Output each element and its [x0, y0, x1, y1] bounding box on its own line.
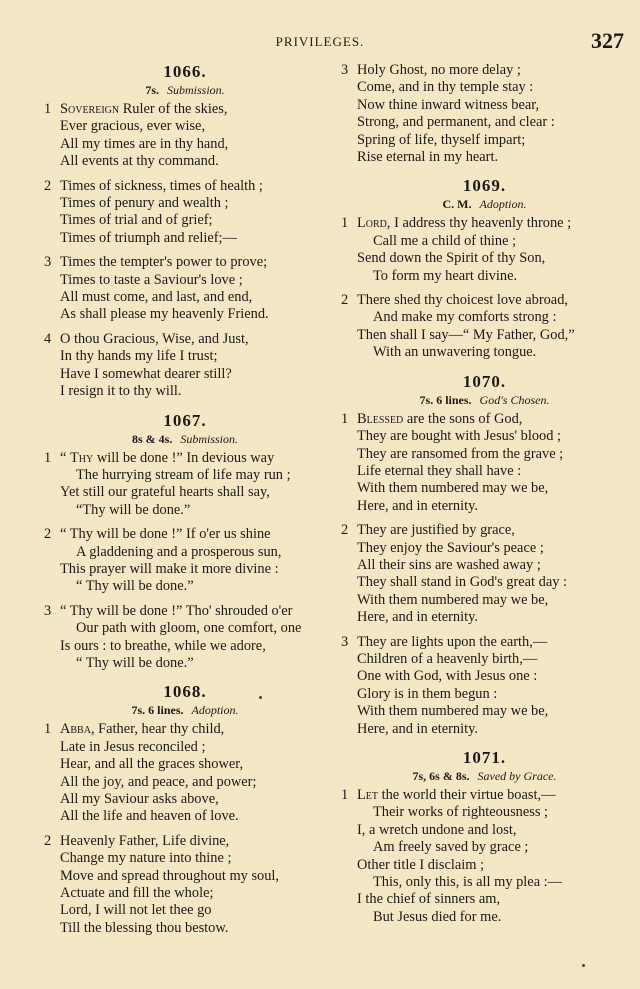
line-text: Strong, and permanent, and clear : — [357, 114, 555, 131]
line-text: All events at thy command. — [60, 153, 219, 170]
verse-line — [357, 574, 632, 591]
line-text: They are justified by grace, — [357, 522, 515, 539]
line-text: Life eternal they shall have : — [357, 462, 522, 479]
line-text: Their works of righteousness ; — [373, 804, 549, 821]
line-text: Hear, and all the graces shower, — [60, 756, 244, 773]
stanza — [337, 292, 632, 362]
hymn-meter: 7s, 6s & 8s. — [412, 769, 470, 783]
verse-line — [60, 756, 330, 773]
page-header — [0, 30, 640, 54]
verse-line — [60, 885, 330, 902]
verse-line — [60, 774, 330, 791]
verse-line — [357, 149, 632, 166]
line-text: Rise eternal in my heart. — [357, 149, 499, 166]
hymn — [337, 176, 632, 361]
line-text: I, a wretch undone and lost, — [357, 821, 517, 838]
stanza-number: 3 — [44, 254, 52, 271]
first-word: Abba — [60, 721, 91, 738]
first-word: Blessed — [357, 410, 404, 427]
verse-line — [357, 651, 632, 668]
verse-line — [357, 463, 632, 480]
verse-line — [60, 502, 330, 519]
hymn-topic: Saved by Grace. — [477, 769, 557, 783]
line-text: But Jesus died for me. — [373, 908, 502, 925]
verse-line — [60, 272, 330, 289]
line-text: Till the blessing thou bestow. — [60, 919, 229, 936]
verse-line — [60, 212, 330, 229]
hymn-topic: God's Chosen. — [479, 392, 550, 407]
line-text: Times the tempter's power to prove; — [60, 254, 268, 271]
stanza-number: 1 — [341, 410, 349, 427]
line-text: There shed thy choicest love abroad, — [357, 292, 568, 309]
line-text: All my times are in thy hand, — [60, 135, 229, 152]
verse-line — [357, 233, 632, 250]
line-text: Move and spread throughout my soul, — [60, 867, 280, 884]
verse-line — [60, 153, 330, 170]
verse-line — [357, 97, 632, 114]
verse-line — [60, 178, 330, 195]
verse-line — [357, 787, 632, 804]
line-text: With an unwavering tongue. — [373, 344, 537, 361]
line-text: I resign it to thy will. — [60, 383, 182, 400]
stanza — [40, 721, 330, 825]
verse-line — [357, 891, 632, 908]
hymn — [337, 748, 632, 926]
line-text: Children of a heavenly birth,— — [357, 650, 538, 667]
verse-line — [357, 215, 632, 232]
stanza-number: 2 — [341, 292, 349, 309]
line-text: They shall stand in God's great day : — [357, 574, 568, 591]
verse-line — [60, 561, 330, 578]
line-text: Ever gracious, ever wise, — [60, 118, 206, 135]
line-text: Here, and in eternity. — [357, 720, 478, 737]
line-text: With them numbered may we be, — [357, 480, 549, 497]
verse-line — [357, 557, 632, 574]
verse-line — [357, 79, 632, 96]
stanza — [40, 450, 330, 520]
verse-line — [60, 366, 330, 383]
stanza-number: 3 — [44, 602, 52, 619]
line-text: Am freely saved by grace ; — [373, 839, 529, 856]
line-text: Call me a child of thine ; — [373, 232, 517, 249]
line-text: They enjoy the Saviour's peace ; — [357, 539, 544, 556]
verse-line — [357, 839, 632, 856]
hymn-number: 1068. — [163, 682, 207, 702]
line-text: Lord, I will not let thee go — [60, 902, 212, 919]
hymn-meta — [337, 392, 632, 408]
hymn-meta — [40, 82, 330, 98]
verse-line — [357, 703, 632, 720]
verse-line — [60, 721, 330, 738]
verse-line — [60, 289, 330, 306]
verse-line — [60, 544, 330, 561]
hymn-topic: Adoption. — [479, 197, 527, 212]
print-speck — [259, 696, 262, 699]
line-text: All the joy, and peace, and power; — [60, 773, 257, 790]
line-text: “ Thy will be done !” Tho' shrouded o'er — [60, 602, 293, 619]
line-text: Times of triumph and relief;— — [60, 229, 237, 246]
verse-line — [60, 383, 330, 400]
verse-line — [60, 902, 330, 919]
hymn-topic: Submission. — [166, 83, 225, 97]
page-number: 327 — [591, 28, 624, 53]
hymn-meter: 7s. 6 lines. — [131, 703, 184, 718]
line-text: Come, and in thy temple stay : — [357, 79, 534, 96]
line-text: Here, and in eternity. — [357, 497, 478, 514]
verse-line — [60, 868, 330, 885]
line-text: In thy hands my life I trust; — [60, 348, 218, 365]
verse-line — [60, 638, 330, 655]
opening-quote: “ — [60, 449, 70, 466]
line-text: Times of sickness, times of health ; — [60, 177, 263, 194]
hymn-topic: Submission. — [180, 431, 239, 446]
verse-line — [60, 450, 330, 467]
line-text: As shall please my heavenly Friend. — [60, 306, 269, 323]
line-text: will be done !” In devious way — [93, 449, 275, 466]
verse-line — [357, 268, 632, 285]
hymn-number: 1067. — [163, 410, 207, 430]
stanza — [337, 411, 632, 515]
verse-line — [60, 833, 330, 850]
verse-line — [60, 603, 330, 620]
verse-line — [357, 686, 632, 703]
line-text: This prayer will make it more divine : — [60, 560, 279, 577]
line-text: To form my heart divine. — [373, 267, 518, 284]
hymn-number: 1066. — [163, 62, 207, 81]
stanza-number: 1 — [44, 449, 52, 466]
hymn — [40, 682, 330, 937]
stanza — [337, 787, 632, 926]
line-text: Times of trial and of grief; — [60, 212, 213, 229]
verse-line — [60, 195, 330, 212]
line-text: They are lights upon the earth,— — [357, 633, 548, 650]
line-text: A gladdening and a prosperous sun, — [76, 543, 282, 560]
stanza — [40, 833, 330, 937]
line-text: Send down the Spirit of thy Son, — [357, 250, 546, 267]
stanza-number: 1 — [44, 721, 52, 738]
verse-line — [60, 467, 330, 484]
stanza — [337, 62, 632, 166]
hymn-meta — [337, 768, 632, 784]
stanza — [40, 526, 330, 596]
hymn-meter: 8s & 4s. — [131, 431, 173, 446]
verse-line — [357, 428, 632, 445]
verse-line — [357, 498, 632, 515]
verse-line — [60, 118, 330, 135]
line-text: “ Thy will be done.” — [76, 578, 194, 595]
line-text: All must come, and last, and end, — [60, 289, 253, 306]
verse-line — [357, 132, 632, 149]
hymn — [337, 62, 632, 166]
line-text: They are ransomed from the grave ; — [357, 445, 564, 462]
line-text: “ Thy will be done.” — [76, 654, 194, 671]
first-word: Let — [357, 787, 379, 803]
line-text: Times of penury and wealth ; — [60, 195, 229, 212]
line-text: are the sons of God, — [403, 410, 523, 427]
line-text: Is ours : to breathe, while we adore, — [60, 637, 266, 654]
stanza — [40, 101, 330, 171]
stanza — [337, 634, 632, 738]
verse-line — [357, 309, 632, 326]
line-text: the world their virtue boast,— — [378, 787, 556, 803]
line-text: Our path with gloom, one comfort, one — [76, 620, 302, 637]
verse-line — [357, 446, 632, 463]
verse-line — [357, 62, 632, 79]
line-text: And make my comforts strong : — [373, 309, 557, 326]
stanza — [40, 254, 330, 324]
verse-line — [60, 620, 330, 637]
verse-line — [60, 136, 330, 153]
stanza — [337, 215, 632, 285]
line-text: , I address thy heavenly throne ; — [386, 215, 572, 232]
verse-line — [60, 348, 330, 365]
verse-line — [357, 250, 632, 267]
left-column — [40, 62, 330, 944]
line-text: Times to taste a Saviour's love ; — [60, 271, 243, 288]
verse-line — [357, 114, 632, 131]
verse-line — [357, 609, 632, 626]
verse-line — [60, 808, 330, 825]
verse-line — [357, 804, 632, 821]
verse-line — [357, 909, 632, 926]
verse-line — [60, 306, 330, 323]
line-text: Glory is in them begun : — [357, 685, 498, 702]
line-text: Here, and in eternity. — [357, 609, 478, 626]
stanza-number: 3 — [341, 633, 349, 650]
line-text: All the life and heaven of love. — [60, 808, 239, 825]
verse-line — [357, 592, 632, 609]
verse-line — [357, 874, 632, 891]
line-text: Change my nature into thine ; — [60, 850, 232, 867]
line-text: Now thine inward witness bear, — [357, 96, 540, 113]
verse-line — [357, 411, 632, 428]
line-text: Holy Ghost, no more delay ; — [357, 62, 521, 78]
stanza — [40, 603, 330, 673]
verse-line — [357, 344, 632, 361]
verse-line — [60, 526, 330, 543]
first-word: Lord — [357, 215, 387, 232]
hymn-meta — [337, 196, 632, 212]
verse-line — [357, 634, 632, 651]
verse-line — [60, 739, 330, 756]
stanza-number: 1 — [341, 215, 349, 232]
verse-line — [60, 230, 330, 247]
verse-line — [357, 822, 632, 839]
line-text: All their sins are washed away ; — [357, 556, 541, 573]
stanza — [40, 178, 330, 248]
line-text: Actuate and fill the whole; — [60, 885, 214, 902]
right-column — [337, 62, 632, 933]
line-text: “Thy will be done.” — [76, 501, 191, 518]
hymn — [337, 372, 632, 738]
verse-line — [357, 721, 632, 738]
line-text: One with God, with Jesus one : — [357, 668, 538, 685]
verse-line — [357, 292, 632, 309]
verse-line — [60, 655, 330, 672]
hymn-number: 1069. — [462, 176, 507, 196]
stanza-number: 2 — [341, 522, 349, 539]
hymn-topic: Adoption. — [191, 703, 239, 718]
stanza-number: 2 — [44, 526, 52, 543]
print-speck — [582, 964, 585, 967]
hymn-meta — [40, 702, 330, 718]
verse-line — [357, 668, 632, 685]
verse-line — [357, 857, 632, 874]
verse-line — [357, 327, 632, 344]
running-head: PRIVILEGES. — [275, 34, 365, 49]
line-text: The hurrying stream of life may run ; — [76, 466, 291, 483]
verse-line — [357, 480, 632, 497]
stanza-number: 2 — [44, 832, 52, 849]
verse-line — [357, 522, 632, 539]
line-text: They are bought with Jesus' blood ; — [357, 428, 562, 445]
verse-line — [60, 850, 330, 867]
line-text: Yet still our grateful hearts shall say, — [60, 484, 270, 501]
verse-line — [60, 254, 330, 271]
stanza-number: 1 — [341, 787, 349, 803]
verse-line — [60, 920, 330, 937]
hymn — [40, 62, 330, 401]
stanza-number: 4 — [44, 330, 52, 347]
stanza — [337, 522, 632, 626]
line-text: Heavenly Father, Life divine, — [60, 832, 230, 849]
verse-line — [357, 540, 632, 557]
stanza-number: 2 — [44, 177, 52, 194]
verse-line — [60, 578, 330, 595]
verse-line — [60, 484, 330, 501]
line-text: O thou Gracious, Wise, and Just, — [60, 330, 249, 347]
hymn-number: 1071. — [462, 748, 507, 767]
stanza-number: 3 — [341, 62, 349, 78]
first-word: Sovereign — [60, 101, 120, 117]
line-text: Spring of life, thyself impart; — [357, 131, 526, 148]
hymn-meter: C. M. — [442, 197, 472, 212]
hymn — [40, 411, 330, 673]
line-text: “ Thy will be done !” If o'er us shine — [60, 526, 271, 543]
line-text: , Father, hear thy child, — [90, 721, 225, 738]
line-text: I the chief of sinners am, — [357, 891, 501, 908]
verse-line — [60, 331, 330, 348]
hymn-number: 1070. — [462, 371, 507, 391]
line-text: Late in Jesus reconciled ; — [60, 738, 206, 755]
hymn-meta — [40, 431, 330, 447]
first-word: Thy — [70, 449, 94, 466]
stanza — [40, 331, 330, 401]
verse-line — [60, 791, 330, 808]
line-text: Have I somewhat dearer still? — [60, 365, 232, 382]
stanza-number: 1 — [44, 101, 52, 117]
line-text: Other title I disclaim ; — [357, 856, 485, 873]
line-text: Then shall I say—“ My Father, God,” — [357, 326, 575, 343]
line-text: This, only this, is all my plea :— — [373, 874, 563, 891]
line-text: With them numbered may we be, — [357, 591, 549, 608]
verse-line — [60, 101, 330, 118]
line-text: Ruler of the skies, — [119, 101, 228, 117]
hymn-meter: 7s. 6 lines. — [419, 392, 472, 407]
hymn-meter: 7s. — [145, 83, 159, 97]
line-text: All my Saviour asks above, — [60, 791, 219, 807]
line-text: With them numbered may we be, — [357, 703, 549, 720]
